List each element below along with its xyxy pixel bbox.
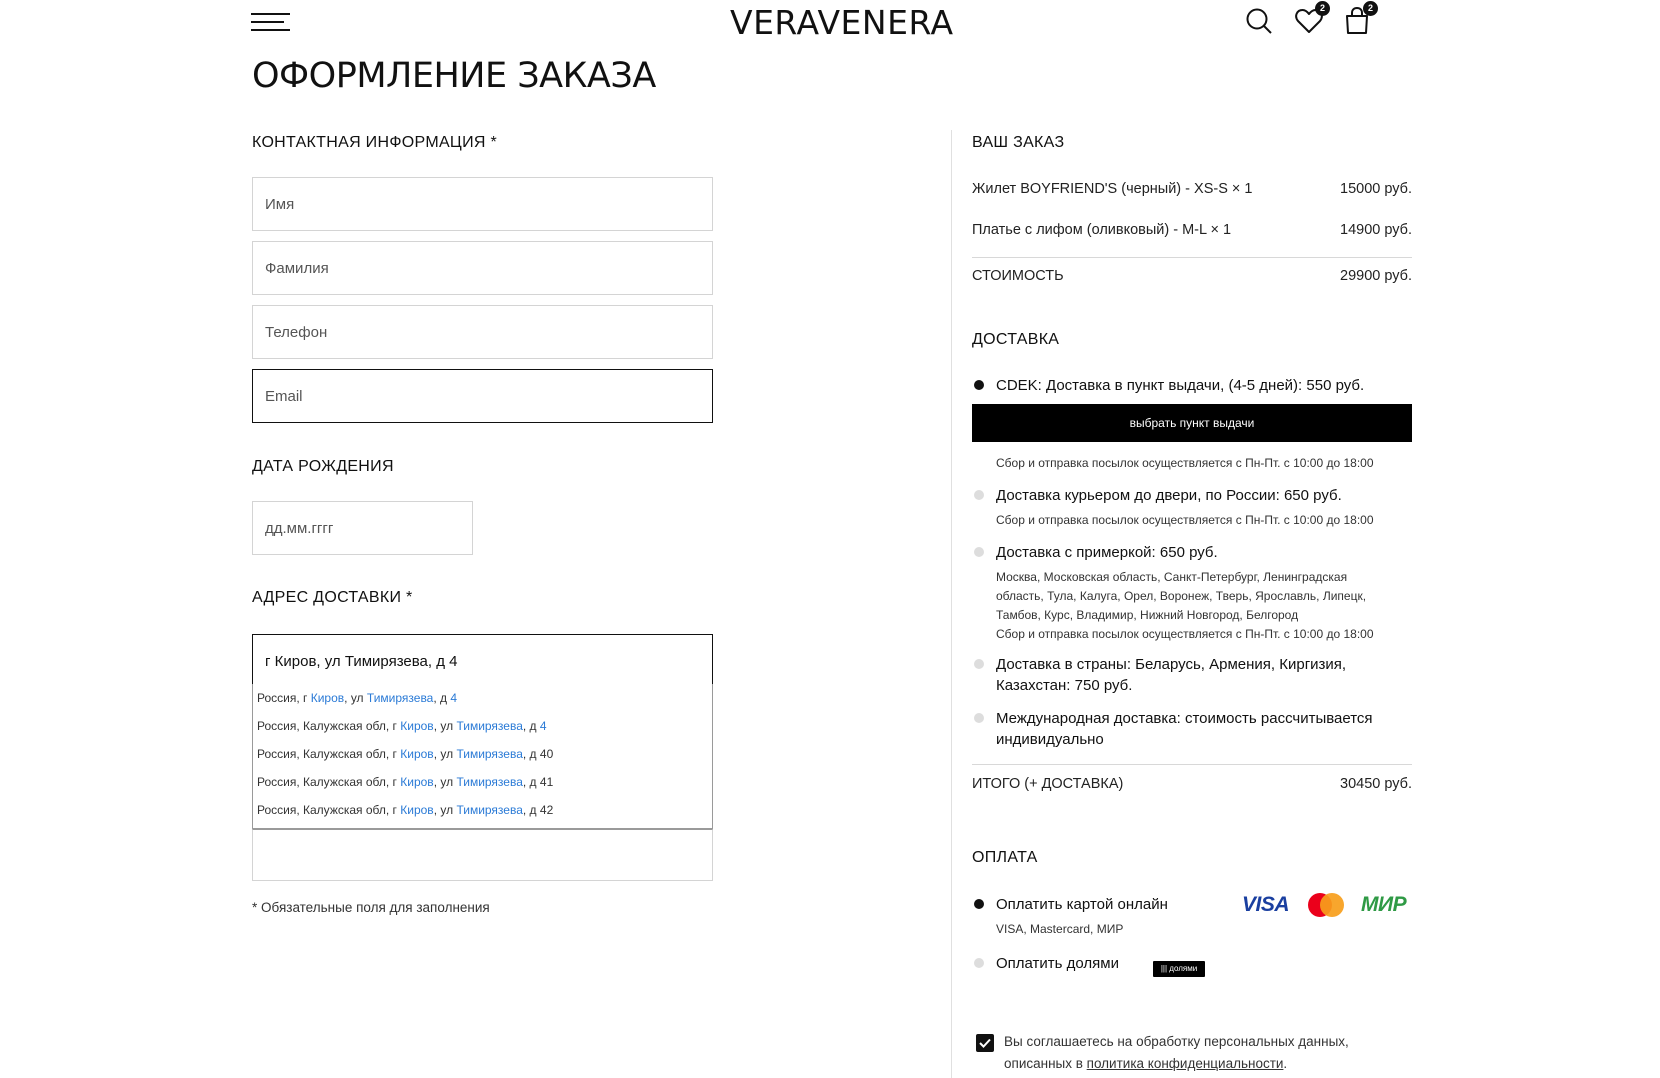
total-label: ИТОГО (+ ДОСТАВКА) [972, 776, 1124, 792]
payment-card-note: VISA, Mastercard, МИР [996, 922, 1124, 936]
visa-logo: VISA [1242, 893, 1290, 916]
address-field[interactable] [252, 634, 713, 688]
site-header [0, 0, 1660, 46]
order-item-name: Жилет BOYFRIEND'S (черный) - XS-S × 1 [972, 181, 1253, 197]
last-name-input[interactable] [253, 242, 712, 294]
suggestion-item[interactable]: Россия, г Киров, ул Тимирязева, д 4 [257, 691, 458, 705]
address-input[interactable] [253, 635, 712, 687]
address-heading: АДРЕС ДОСТАВКИ * [252, 589, 413, 606]
divider-line [972, 257, 1412, 258]
suggestion-item[interactable]: Россия, Калужская обл, г Киров, ул Тимирязева, д 4 [257, 719, 547, 733]
address-extra-field[interactable] [252, 829, 713, 881]
site-logo[interactable]: VERAVENERA [730, 3, 954, 42]
favorites-icon[interactable] [1294, 3, 1325, 36]
first-name-field[interactable] [252, 177, 713, 231]
radio-unselected[interactable] [974, 490, 984, 500]
delivery-cities: Москва, Московская область, Санкт-Петербург, Ленинградская область, Тула, Калуга, Орел, Воронеж, Тверь, Ярославль, Липецк, Тамбов, Курс, Владимир, Нижний Новгород, Белгород [996, 570, 1367, 622]
suggestion-item[interactable]: Россия, Калужская обл, г Киров, ул Тимирязева, д 40 [257, 747, 554, 761]
phone-field[interactable] [252, 305, 713, 359]
address-extra-input[interactable] [253, 830, 712, 880]
total-row [972, 776, 1412, 792]
cart-count-badge: 2 [1363, 1, 1378, 16]
total-value: 30450 руб. [1340, 776, 1412, 792]
payment-heading: ОПЛАТА [972, 849, 1038, 866]
email-field[interactable] [252, 369, 713, 423]
search-icon[interactable] [1244, 6, 1274, 36]
order-item-price: 15000 руб. [1340, 181, 1412, 197]
mastercard-logo [1308, 893, 1344, 917]
address-suggestions [252, 684, 713, 829]
column-divider [951, 130, 952, 1078]
menu-icon[interactable] [251, 12, 291, 34]
first-name-input[interactable] [253, 178, 712, 230]
delivery-note: Сбор и отправка посылок осуществляется с Пн-Пт. с 10:00 до 18:00 [996, 513, 1374, 527]
cost-value: 29900 руб. [1340, 268, 1412, 284]
required-fields-note: * Обязательные поля для заполнения [252, 900, 490, 915]
birthdate-heading: ДАТА РОЖДЕНИЯ [252, 458, 394, 475]
radio-unselected[interactable] [974, 958, 984, 968]
birthdate-field[interactable] [252, 501, 473, 555]
radio-unselected[interactable] [974, 659, 984, 669]
pick-point-button[interactable]: выбрать пункт выдачи [972, 404, 1412, 442]
radio-selected[interactable] [974, 380, 984, 390]
order-heading: ВАШ ЗАКАЗ [972, 134, 1065, 151]
suggestion-item[interactable]: Россия, Калужская обл, г Киров, ул Тимирязева, д 42 [257, 803, 554, 817]
last-name-field[interactable] [252, 241, 713, 295]
dolyami-logo: ||| долями [1153, 961, 1205, 977]
cart-icon[interactable] [1342, 3, 1373, 36]
contact-heading: КОНТАКТНАЯ ИНФОРМАЦИЯ * [252, 134, 497, 151]
privacy-policy-link[interactable]: политика конфиденциальности [1086, 1056, 1284, 1071]
divider-line [972, 764, 1412, 765]
phone-input[interactable] [253, 306, 712, 358]
email-input[interactable] [253, 370, 712, 422]
favorites-count-badge: 2 [1315, 1, 1330, 16]
consent-text: Вы соглашаетесь на обработку персональных данных, описанных в политика конфиденциальности. [1004, 1034, 1349, 1071]
birthdate-input[interactable] [253, 502, 472, 554]
delivery-heading: ДОСТАВКА [972, 331, 1060, 348]
delivery-note: Сбор и отправка посылок осуществляется с Пн-Пт. с 10:00 до 18:00 [996, 456, 1374, 470]
order-item [972, 222, 1412, 238]
consent-checkbox[interactable] [976, 1034, 994, 1052]
radio-unselected[interactable] [974, 713, 984, 723]
page-title: ОФОРМЛЕНИЕ ЗАКАЗА [252, 56, 656, 96]
order-item-name: Платье с лифом (оливковый) - M-L × 1 [972, 222, 1232, 238]
radio-unselected[interactable] [974, 547, 984, 557]
suggestion-item[interactable]: Россия, Калужская обл, г Киров, ул Тимирязева, д 41 [257, 775, 554, 789]
order-item-price: 14900 руб. [1340, 222, 1412, 238]
order-item [972, 181, 1412, 197]
mir-logo: МИР [1361, 893, 1407, 916]
cost-row [972, 268, 1412, 284]
cost-label: СТОИМОСТЬ [972, 268, 1064, 284]
delivery-note: Сбор и отправка посылок осуществляется с Пн-Пт. с 10:00 до 18:00 [996, 627, 1374, 641]
radio-selected[interactable] [974, 899, 984, 909]
